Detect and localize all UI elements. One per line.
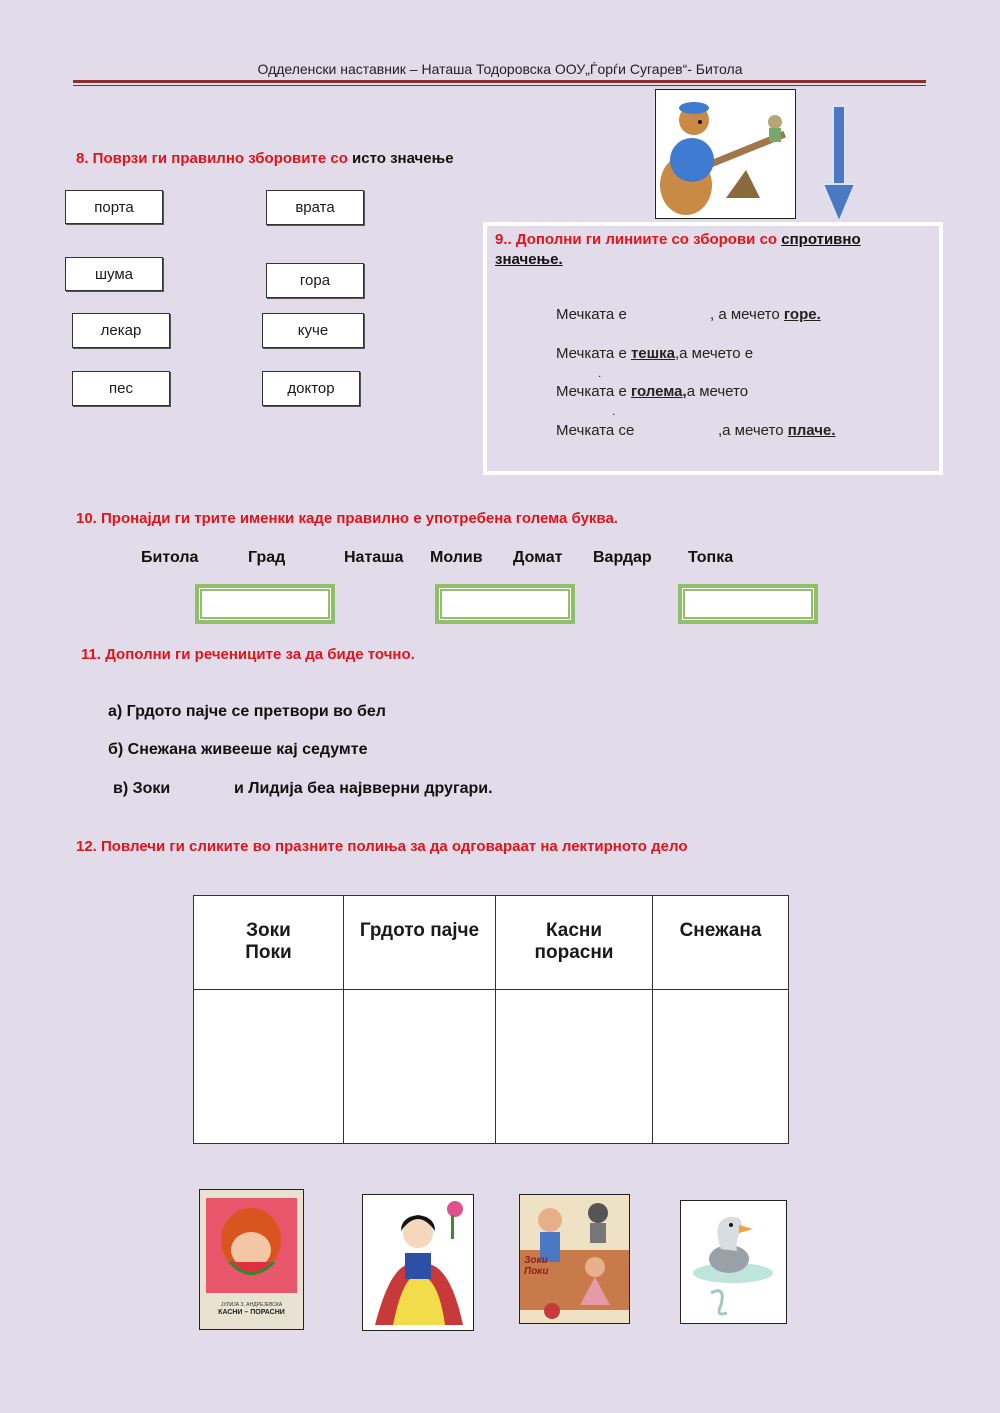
answer-box-2[interactable] (435, 584, 575, 624)
drop-cell-1[interactable] (194, 990, 344, 1144)
word-box-doktor[interactable]: доктор (262, 371, 360, 406)
noun-bitola[interactable]: Битола (141, 549, 199, 566)
match-table (193, 895, 789, 1144)
table-header-snezhana: Снежана (653, 896, 789, 990)
word-box-vrata[interactable]: врата (266, 190, 364, 225)
q9-sentence-2: Мечката е тешка,а мечето е (556, 345, 754, 362)
q11-sentence-c1: в) Зоки (113, 780, 171, 797)
picture-kasni-porasni[interactable] (199, 1189, 304, 1330)
q11-title: 11. Дополни ги речениците за да биде точно. (81, 646, 415, 663)
table-header-zoki: Зоки Поки (194, 896, 344, 990)
drop-cell-4[interactable] (653, 990, 789, 1144)
q9-dot: . (612, 404, 616, 418)
word-box-gora[interactable]: гора (266, 263, 364, 298)
noun-natasha[interactable]: Наташа (344, 549, 404, 566)
answer-box-1[interactable] (195, 584, 335, 624)
header-rule (73, 80, 926, 83)
q8-title: 8. Поврзи ги правилно зборовите со исто значење (76, 150, 454, 167)
bear-seesaw-image (655, 89, 796, 219)
q9-sentence-3: Мечката е голема,а мечето (556, 383, 749, 400)
picture-grdoto-pajche[interactable] (680, 1200, 787, 1324)
noun-vardar[interactable]: Вардар (593, 549, 652, 566)
q12-title: 12. Повлечи ги сликите во празните полиња за да одговараат на лектирното дело (76, 838, 688, 855)
q9-title: 9.. Дополни ги линиите со зборови со спротивно значење. (495, 231, 861, 268)
header-rule-thin (73, 85, 926, 86)
zoki-cover-title: Зоки Поки (524, 1255, 549, 1277)
answer-box-3[interactable] (678, 584, 818, 624)
noun-grad[interactable]: Град (248, 549, 286, 566)
drop-cell-2[interactable] (344, 990, 496, 1144)
q10-title: 10. Пронајди ги трите именки каде правилно е употребена голема буква. (76, 510, 618, 527)
noun-moliv[interactable]: Молив (430, 549, 483, 566)
q9-sentence-1b: , а мечето горе. (710, 306, 821, 323)
picture-snezhana[interactable] (362, 1194, 474, 1331)
table-header-kasni: Касни порасни (496, 896, 653, 990)
word-box-kuche[interactable]: куче (262, 313, 364, 348)
down-arrow-icon (820, 104, 860, 226)
page-header: Одделенски наставник – Наташа Тодоровска ООУ„Ѓорѓи Сугарев“- Битола (257, 61, 743, 77)
table-header-grdoto: Грдото пајче (344, 896, 496, 990)
noun-domat[interactable]: Домат (513, 549, 563, 566)
q11-sentence-a: а) Грдото пајче се претвори во бел (108, 703, 386, 720)
book-title: КАСНИ – ПОРАСНИ (218, 1309, 285, 1316)
word-box-lekar[interactable]: лекар (72, 313, 170, 348)
q11-sentence-c2: и Лидија беа највверни другари. (234, 780, 493, 797)
drop-cell-3[interactable] (496, 990, 653, 1144)
q9-sentence-1: Мечката е (556, 306, 627, 323)
word-box-shuma[interactable]: шума (65, 257, 163, 291)
q11-sentence-b: б) Снежана живееше кај седумте (108, 741, 368, 758)
noun-topka[interactable]: Топка (688, 549, 734, 566)
q9-sentence-4: Мечката се (556, 422, 635, 439)
picture-zoki-poki[interactable] (519, 1194, 630, 1324)
q9-sentence-4b: ,а мечето плаче. (718, 422, 836, 439)
book-author: ЈУЛИЈА З. АНДРЕЈЕВСКА (220, 1302, 283, 1308)
word-box-pes[interactable]: пес (72, 371, 170, 406)
word-box-porta[interactable]: порта (65, 190, 163, 224)
q9-dot: . (598, 366, 602, 380)
